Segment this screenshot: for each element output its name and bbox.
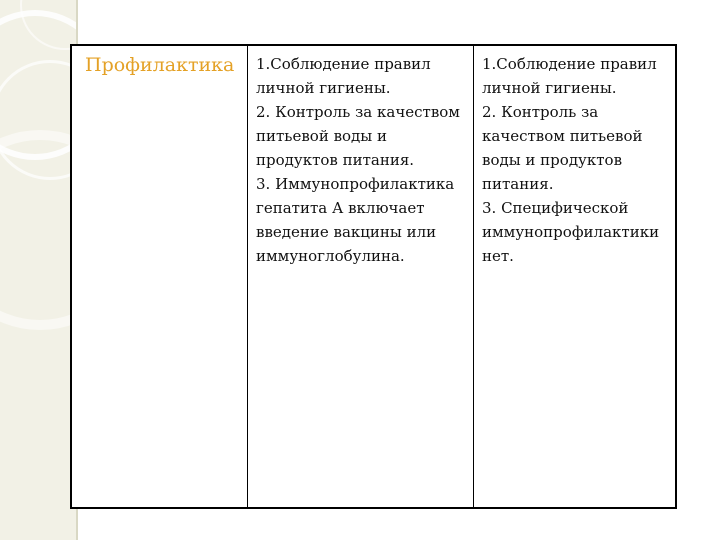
column-a-item: 2. Контроль за качеством питьевой воды и продуктов питания. (256, 103, 460, 169)
column-b-item: 3. Специфической иммунопрофилактики нет. (482, 199, 660, 265)
column-a-item: 1.Соблюдение правил личной гигиены. (256, 55, 431, 97)
column-b-cell (482, 52, 677, 268)
prevention-table (70, 44, 677, 509)
column-divider (247, 46, 248, 507)
column-b-item: 2. Контроль за качеством питьевой воды и продуктов питания. (482, 103, 643, 193)
column-b-item: 1.Соблюдение правил личной гигиены. (482, 55, 657, 97)
column-a-item: 3. Иммунопрофилактика гепатита А включает введение вакцины или иммуноглобулина. (256, 175, 455, 265)
column-a-cell (256, 52, 470, 268)
decorative-side-band (0, 0, 78, 540)
column-divider (473, 46, 474, 507)
row-header-prevention: Профилактика (85, 54, 235, 76)
